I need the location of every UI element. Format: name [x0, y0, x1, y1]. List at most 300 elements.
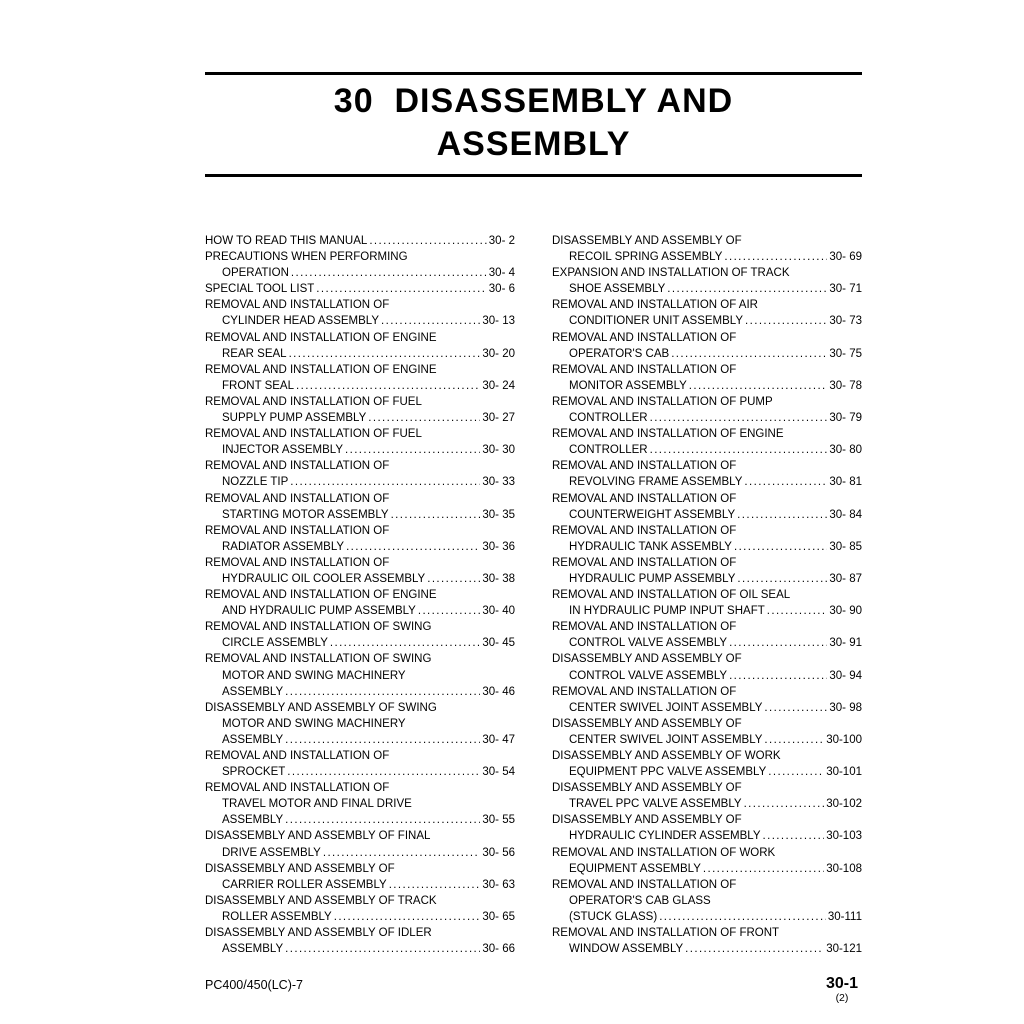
dot-leader — [737, 571, 827, 587]
toc-entry-title: REMOVAL AND INSTALLATION OF — [205, 524, 390, 537]
toc-entry-title: SUPPLY PUMP ASSEMBLY — [222, 412, 367, 425]
toc-line — [552, 732, 862, 748]
dot-leader — [671, 346, 827, 362]
toc-entry-title: DISASSEMBLY AND ASSEMBLY OF — [205, 862, 395, 875]
toc-line — [552, 845, 862, 861]
toc-entry-title: DRIVE ASSEMBLY — [222, 846, 321, 859]
toc-page-number: 30- 90 — [829, 605, 862, 618]
chapter-title-line-1: 30 DISASSEMBLY AND — [333, 82, 734, 120]
dot-leader — [703, 861, 824, 877]
toc-entry-title: DISASSEMBLY AND ASSEMBLY OF — [552, 653, 742, 666]
toc-page-number: 30- 85 — [829, 540, 862, 553]
toc-page-number: 30- 94 — [829, 669, 862, 682]
toc-entry — [552, 619, 862, 651]
model-number: PC400/450(LC)-7 — [205, 978, 303, 992]
toc-page-number: 30- 27 — [482, 412, 515, 425]
toc-page-number: 30- 40 — [482, 605, 515, 618]
toc-entry-title: CIRCLE ASSEMBLY — [222, 637, 328, 650]
toc-page-number: 30- 54 — [482, 766, 515, 779]
toc-entry — [552, 458, 862, 490]
toc-entry — [205, 700, 515, 748]
dot-leader — [391, 507, 481, 523]
toc-line — [552, 587, 862, 603]
toc-line — [205, 732, 515, 748]
toc-line — [205, 410, 515, 426]
toc-page-number: 30- 46 — [482, 685, 515, 698]
toc-entry-title: DISASSEMBLY AND ASSEMBLY OF — [552, 235, 742, 247]
toc-entry — [552, 394, 862, 426]
toc-entry — [552, 587, 862, 619]
toc-entry — [205, 233, 515, 249]
toc-line — [205, 812, 515, 828]
toc-entry — [205, 828, 515, 860]
toc-line — [205, 909, 515, 925]
toc-entry — [205, 651, 515, 699]
toc-page-number: 30- 56 — [482, 846, 515, 859]
toc-line — [205, 845, 515, 861]
toc-entry-title: REMOVAL AND INSTALLATION OF — [552, 556, 737, 569]
toc-line — [205, 265, 515, 281]
toc-line — [552, 426, 862, 442]
toc-line — [205, 281, 515, 297]
toc-line — [205, 555, 515, 571]
toc-page-number: 30-102 — [826, 798, 862, 811]
toc-entry — [205, 748, 515, 780]
toc-line — [552, 684, 862, 700]
dot-leader — [763, 828, 825, 844]
toc-page-number: 30- 66 — [482, 943, 515, 956]
dot-leader — [768, 764, 824, 780]
toc-line — [205, 716, 515, 732]
dot-leader — [745, 313, 827, 329]
dot-leader — [285, 941, 480, 957]
dot-leader — [334, 909, 481, 925]
chapter-title-block — [205, 72, 862, 177]
toc-entry — [205, 587, 515, 619]
toc-page-number: 30- 36 — [482, 540, 515, 553]
toc-entry — [552, 426, 862, 458]
toc-line — [552, 330, 862, 346]
toc-entry-title: HOW TO READ THIS MANUAL — [205, 235, 368, 247]
toc-entry-title: MOTOR AND SWING MACHINERY — [222, 717, 406, 730]
toc-entry-title: SHOE ASSEMBLY — [569, 283, 666, 296]
dot-leader — [381, 313, 480, 329]
toc-entry — [552, 297, 862, 329]
toc-entry-title: REMOVAL AND INSTALLATION OF — [552, 685, 737, 698]
toc-page-number: 30- 47 — [482, 733, 515, 746]
toc-line — [205, 378, 515, 394]
page-number-block — [826, 975, 862, 1004]
toc-entry-title: REMOVAL AND INSTALLATION OF — [552, 460, 737, 473]
toc-entry-title: CONTROL VALVE ASSEMBLY — [569, 669, 728, 682]
dot-leader — [323, 845, 481, 861]
toc-entry-title: REMOVAL AND INSTALLATION OF ENGINE — [205, 589, 437, 602]
toc-line — [205, 346, 515, 362]
toc-entry — [205, 555, 515, 587]
toc-entry-title: REMOVAL AND INSTALLATION OF WORK — [552, 846, 776, 859]
toc-entry-title: DISASSEMBLY AND ASSEMBLY OF TRACK — [205, 894, 437, 907]
toc-line — [205, 603, 515, 619]
toc-entry-title: REMOVAL AND INSTALLATION OF — [552, 363, 737, 376]
toc-entry-title: DISASSEMBLY AND ASSEMBLY OF — [552, 814, 742, 827]
toc-line — [205, 700, 515, 716]
toc-entry-title: REMOVAL AND INSTALLATION OF SWING — [205, 653, 432, 666]
toc-entry-title: REMOVAL AND INSTALLATION OF FRONT — [552, 927, 780, 940]
toc-entry-title: NOZZLE TIP — [222, 476, 289, 489]
toc-entry — [552, 651, 862, 683]
toc-entry-title: CENTER SWIVEL JOINT ASSEMBLY — [569, 701, 763, 714]
dot-leader — [285, 812, 480, 828]
toc-entry-title: ASSEMBLY — [222, 814, 284, 827]
toc-line — [552, 313, 862, 329]
toc-entry — [552, 780, 862, 812]
toc-entry-title: CONTROLLER — [569, 412, 648, 425]
toc-page-number: 30- 84 — [829, 508, 862, 521]
dot-leader — [369, 233, 486, 249]
toc-line — [552, 668, 862, 684]
toc-entry-title: ASSEMBLY — [222, 733, 284, 746]
toc-line — [205, 619, 515, 635]
toc-line — [552, 539, 862, 555]
toc-line — [205, 330, 515, 346]
toc-entry-title: REMOVAL AND INSTALLATION OF — [552, 492, 737, 505]
dot-leader — [330, 635, 481, 651]
dot-leader — [287, 764, 480, 780]
toc-line — [552, 780, 862, 796]
toc-page-number: 30-111 — [827, 910, 862, 923]
dot-leader — [650, 442, 828, 458]
page-footer — [205, 975, 862, 1004]
toc-line — [552, 281, 862, 297]
toc-entry-title: ASSEMBLY — [222, 685, 284, 698]
dot-leader — [296, 378, 480, 394]
toc-entry — [552, 845, 862, 877]
toc-entry — [205, 619, 515, 651]
dot-leader — [418, 603, 481, 619]
toc-line — [205, 748, 515, 764]
toc-entry-title: EQUIPMENT ASSEMBLY — [569, 862, 701, 875]
toc-entry-title: EQUIPMENT PPC VALVE ASSEMBLY — [569, 766, 767, 779]
toc-entry — [552, 748, 862, 780]
toc-line — [205, 507, 515, 523]
dot-leader — [744, 474, 827, 490]
toc-page-number: 30-121 — [826, 943, 862, 956]
dot-leader — [289, 346, 481, 362]
toc-line — [552, 265, 862, 281]
toc-page-number: 30- 55 — [482, 814, 515, 827]
toc-entry-title: CONDITIONER UNIT ASSEMBLY — [569, 315, 744, 328]
toc-line — [552, 507, 862, 523]
dot-leader — [346, 539, 480, 555]
toc-line — [552, 442, 862, 458]
toc-entry-title: HYDRAULIC TANK ASSEMBLY — [569, 540, 732, 553]
toc-line — [552, 925, 862, 941]
toc-entry — [205, 394, 515, 426]
toc-entry-title: COUNTERWEIGHT ASSEMBLY — [569, 508, 736, 521]
toc-line — [552, 764, 862, 780]
toc-entry — [552, 330, 862, 362]
toc-line — [205, 651, 515, 667]
toc-page-number: 30- 38 — [482, 572, 515, 585]
toc-line — [552, 812, 862, 828]
toc-line — [552, 458, 862, 474]
toc-line — [205, 233, 515, 249]
page-number: 30-1 — [825, 975, 858, 992]
toc-entry-title: OPERATOR'S CAB GLASS — [569, 894, 711, 907]
toc-entry-title: DISASSEMBLY AND ASSEMBLY OF SWING — [205, 701, 437, 714]
toc-page-number: 30- 63 — [482, 878, 515, 891]
toc-entry-title: PRECAUTIONS WHEN PERFORMING — [205, 251, 408, 264]
toc-entry — [205, 925, 515, 957]
toc-page-number: 30- 69 — [829, 251, 862, 264]
toc-line — [205, 474, 515, 490]
toc-entry-title: INJECTOR ASSEMBLY — [222, 444, 343, 457]
chapter-title-line-2: ASSEMBLY — [436, 125, 631, 163]
dot-leader — [764, 732, 824, 748]
dot-leader — [316, 281, 486, 297]
toc-line — [205, 668, 515, 684]
toc-line — [205, 362, 515, 378]
toc-page-number: 30- 75 — [829, 347, 862, 360]
dot-leader — [285, 684, 480, 700]
toc-entry — [552, 555, 862, 587]
toc-line — [205, 893, 515, 909]
toc-entry-title: DISASSEMBLY AND ASSEMBLY OF IDLER — [205, 927, 432, 940]
toc-line — [552, 796, 862, 812]
dot-leader — [285, 732, 480, 748]
toc-entry — [205, 281, 515, 297]
toc-line — [552, 619, 862, 635]
toc-page-number: 30- 73 — [829, 315, 862, 328]
toc-entry — [205, 491, 515, 523]
toc-entry-title: OPERATOR'S CAB — [569, 347, 670, 360]
toc-line — [205, 764, 515, 780]
toc-entry-title: WINDOW ASSEMBLY — [569, 943, 684, 956]
toc-line — [552, 571, 862, 587]
toc-entry-title: REMOVAL AND INSTALLATION OF ENGINE — [205, 363, 437, 376]
toc-line — [205, 394, 515, 410]
toc-page-number: 30- 71 — [829, 283, 862, 296]
toc-entry-title: SPECIAL TOOL LIST — [205, 283, 315, 296]
toc-entry-title: CONTROL VALVE ASSEMBLY — [569, 637, 728, 650]
dot-leader — [737, 507, 827, 523]
toc-line — [552, 700, 862, 716]
toc-page-number: 30- 20 — [482, 347, 515, 360]
toc-entry-title: REMOVAL AND INSTALLATION OF PUMP — [552, 395, 773, 408]
toc-page-number: 30- 33 — [482, 476, 515, 489]
toc-entry — [552, 684, 862, 716]
toc-entry — [205, 893, 515, 925]
toc-entry — [205, 330, 515, 362]
toc-entry-title: ROLLER ASSEMBLY — [222, 910, 332, 923]
dot-leader — [724, 249, 827, 265]
toc-line — [552, 394, 862, 410]
toc-page-number: 30- 2 — [488, 235, 515, 247]
dot-leader — [689, 378, 828, 394]
toc-entry-title: REMOVAL AND INSTALLATION OF SWING — [205, 621, 432, 634]
toc-entry — [205, 523, 515, 555]
toc-entry-title: DISASSEMBLY AND ASSEMBLY OF WORK — [552, 750, 781, 762]
toc-line — [205, 313, 515, 329]
toc-page-number: 30- 13 — [482, 315, 515, 328]
table-of-contents — [205, 233, 862, 957]
toc-entry — [552, 925, 862, 957]
toc-entry-title: TRAVEL MOTOR AND FINAL DRIVE — [222, 798, 412, 811]
toc-line — [205, 877, 515, 893]
toc-line — [552, 362, 862, 378]
toc-entry — [552, 233, 862, 265]
toc-line — [205, 684, 515, 700]
toc-entry-title: REMOVAL AND INSTALLATION OF — [205, 750, 390, 762]
toc-entry-title: DISASSEMBLY AND ASSEMBLY OF — [552, 717, 742, 730]
toc-page-number: 30- 98 — [829, 701, 862, 714]
toc-entry-title: REMOVAL AND INSTALLATION OF — [552, 524, 737, 537]
toc-entry-title: EXPANSION AND INSTALLATION OF TRACK — [552, 267, 790, 280]
toc-line — [205, 523, 515, 539]
toc-line — [552, 828, 862, 844]
toc-page-number: 30- 78 — [829, 379, 862, 392]
toc-line — [205, 539, 515, 555]
toc-entry-title: CONTROLLER — [569, 444, 648, 457]
dot-leader — [290, 474, 480, 490]
toc-column-right — [552, 233, 862, 957]
toc-page-number: 30-103 — [826, 830, 862, 843]
toc-entry — [552, 362, 862, 394]
toc-entry-title: IN HYDRAULIC PUMP INPUT SHAFT — [569, 605, 765, 618]
dot-leader — [345, 442, 480, 458]
toc-line — [205, 828, 515, 844]
toc-line — [205, 635, 515, 651]
toc-line — [552, 297, 862, 313]
toc-entry-title: REVOLVING FRAME ASSEMBLY — [569, 476, 743, 489]
dot-leader — [734, 539, 827, 555]
toc-line — [552, 410, 862, 426]
toc-page-number: 30- 6 — [488, 283, 515, 296]
toc-entry-title: REMOVAL AND INSTALLATION OF AIR — [552, 299, 758, 312]
toc-line — [552, 346, 862, 362]
toc-entry — [205, 861, 515, 893]
toc-line — [552, 378, 862, 394]
toc-line — [552, 941, 862, 957]
manual-page — [205, 0, 862, 1024]
toc-entry-title: HYDRAULIC PUMP ASSEMBLY — [569, 572, 736, 585]
toc-entry-title: RADIATOR ASSEMBLY — [222, 540, 345, 553]
toc-entry-title: TRAVEL PPC VALVE ASSEMBLY — [569, 798, 742, 811]
dot-leader — [767, 603, 828, 619]
toc-entry-title: RECOIL SPRING ASSEMBLY — [569, 251, 723, 264]
toc-entry-title: STARTING MOTOR ASSEMBLY — [222, 508, 389, 521]
toc-page-number: 30- 65 — [482, 910, 515, 923]
toc-line — [205, 587, 515, 603]
dot-leader — [729, 635, 827, 651]
dot-leader — [427, 571, 480, 587]
toc-entry — [205, 249, 515, 281]
toc-page-number: 30- 81 — [829, 476, 862, 489]
toc-entry-title: ASSEMBLY — [222, 943, 284, 956]
toc-entry — [552, 491, 862, 523]
toc-entry-title: CYLINDER HEAD ASSEMBLY — [222, 315, 380, 328]
toc-line — [552, 249, 862, 265]
toc-page-number: 30- 80 — [829, 444, 862, 457]
toc-line — [205, 861, 515, 877]
toc-entry-title: (STUCK GLASS) — [569, 910, 658, 923]
toc-entry-title: HYDRAULIC CYLINDER ASSEMBLY — [569, 830, 761, 843]
toc-entry-title: REMOVAL AND INSTALLATION OF ENGINE — [205, 331, 437, 344]
toc-entry-title: HYDRAULIC OIL COOLER ASSEMBLY — [222, 572, 426, 585]
toc-line — [552, 491, 862, 507]
toc-entry-title: REMOVAL AND INSTALLATION OF — [552, 878, 737, 891]
toc-entry-title: REMOVAL AND INSTALLATION OF — [205, 299, 390, 312]
toc-entry-title: DISASSEMBLY AND ASSEMBLY OF — [552, 782, 742, 795]
toc-line — [205, 426, 515, 442]
toc-entry — [205, 426, 515, 458]
toc-line — [552, 603, 862, 619]
toc-entry — [205, 362, 515, 394]
toc-line — [205, 458, 515, 474]
toc-line — [552, 877, 862, 893]
toc-entry-title: REAR SEAL — [222, 347, 287, 360]
toc-entry-title: REMOVAL AND INSTALLATION OF — [552, 621, 737, 634]
toc-entry-title: CARRIER ROLLER ASSEMBLY — [222, 878, 387, 891]
toc-entry — [552, 265, 862, 297]
toc-page-number: 30- 87 — [829, 572, 862, 585]
toc-page-number: 30-100 — [826, 733, 862, 746]
toc-line — [552, 635, 862, 651]
toc-entry-title: REMOVAL AND INSTALLATION OF OIL SEAL — [552, 589, 791, 602]
toc-page-number: 30- 24 — [482, 379, 515, 392]
toc-line — [205, 941, 515, 957]
toc-entry-title: AND HYDRAULIC PUMP ASSEMBLY — [222, 605, 416, 618]
toc-line — [552, 861, 862, 877]
toc-entry-title: REMOVAL AND INSTALLATION OF — [205, 492, 390, 505]
toc-line — [205, 297, 515, 313]
toc-entry-title: REMOVAL AND INSTALLATION OF — [205, 460, 390, 473]
toc-line — [552, 474, 862, 490]
toc-page-number: 30- 91 — [829, 637, 862, 650]
toc-line — [205, 249, 515, 265]
toc-page-number: 30- 30 — [482, 444, 515, 457]
toc-entry-title: REMOVAL AND INSTALLATION OF — [205, 556, 390, 569]
dot-leader — [650, 410, 828, 426]
toc-line — [205, 442, 515, 458]
toc-line — [552, 909, 862, 925]
toc-entry — [552, 877, 862, 925]
toc-entry-title: REMOVAL AND INSTALLATION OF FUEL — [205, 428, 422, 441]
dot-leader — [729, 668, 827, 684]
dot-leader — [659, 909, 826, 925]
toc-entry-title: DISASSEMBLY AND ASSEMBLY OF FINAL — [205, 830, 431, 843]
toc-page-number: 30- 4 — [488, 267, 515, 280]
toc-entry — [552, 716, 862, 748]
toc-column-left — [205, 233, 515, 957]
toc-entry-title: SPROCKET — [222, 766, 286, 779]
toc-line — [552, 716, 862, 732]
toc-entry-title: REMOVAL AND INSTALLATION OF — [205, 782, 390, 795]
dot-leader — [744, 796, 825, 812]
dot-leader — [389, 877, 481, 893]
toc-line — [552, 523, 862, 539]
toc-entry-title: MOTOR AND SWING MACHINERY — [222, 669, 406, 682]
toc-page-number: 30-108 — [826, 862, 862, 875]
dot-leader — [685, 941, 824, 957]
toc-entry-title: REMOVAL AND INSTALLATION OF ENGINE — [552, 428, 784, 441]
page-subnumber: (2) — [835, 992, 849, 1004]
toc-entry — [205, 458, 515, 490]
toc-line — [205, 925, 515, 941]
toc-entry — [205, 780, 515, 828]
toc-entry — [552, 523, 862, 555]
toc-line — [205, 571, 515, 587]
